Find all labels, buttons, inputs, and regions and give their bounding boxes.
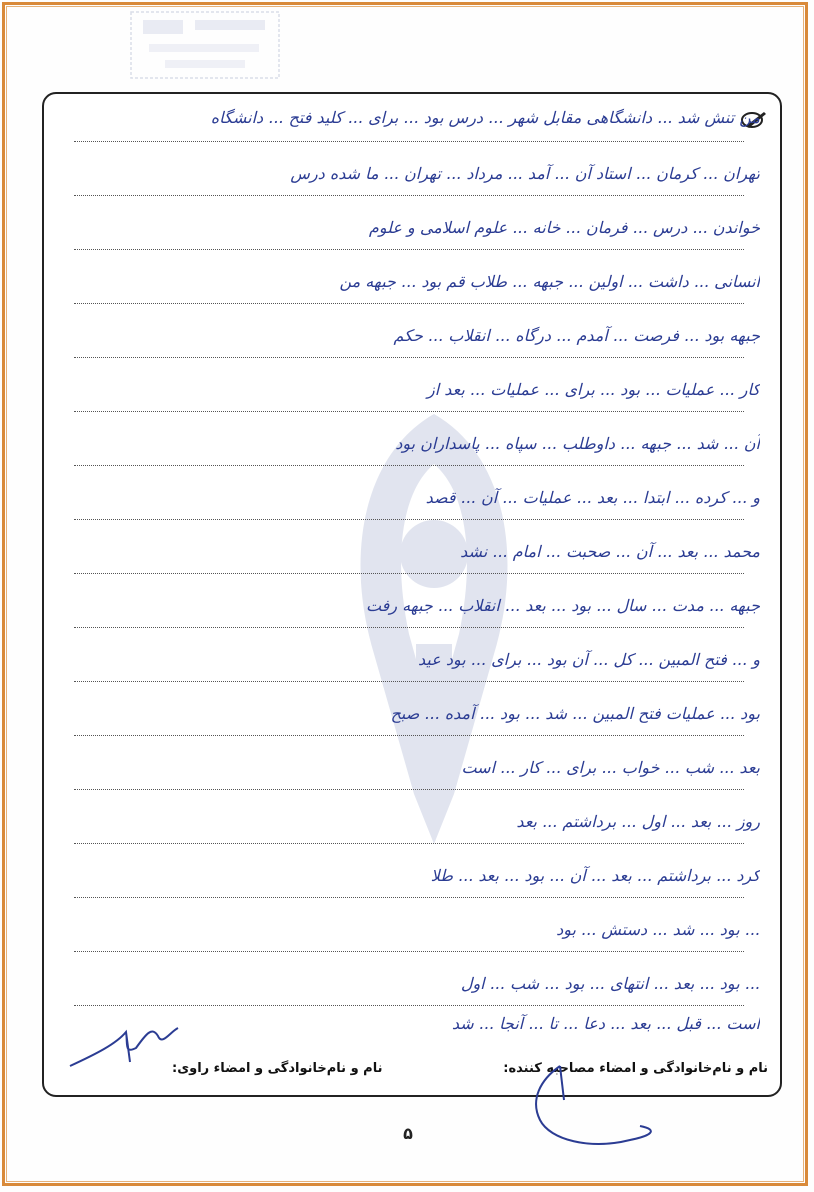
ruled-line: [74, 735, 744, 736]
handwritten-line: کار ... عملیات ... بود ... برای ... عملیات ... بعد از: [426, 380, 760, 399]
handwritten-line: انسانی ... داشت ... اولین ... جبهه ... طلاب قم بود ... جبهه من: [339, 272, 760, 291]
handwritten-line: و ... کرده ... ابتدا ... بعد ... عملیات ... آن ... قصد: [425, 488, 760, 507]
ruled-line: [74, 249, 744, 250]
ruled-line: [74, 897, 744, 898]
ruled-line: [74, 519, 744, 520]
ruled-line: [74, 627, 744, 628]
handwritten-line: جبهه بود ... فرصت ... آمدم ... درگاه ... انقلاب ... حکم: [393, 326, 760, 345]
handwritten-line: روز ... بعد ... اول ... برداشتم ... بعد: [516, 812, 760, 831]
interviewer-signature-label: نام و نام‌خانوادگی و امضاء مصاحبه کننده:: [503, 1061, 768, 1076]
handwritten-line: ... بود ... شد ... دستش ... بود: [556, 920, 760, 939]
page-number: ۵: [403, 1124, 413, 1143]
ruled-line: [74, 141, 744, 142]
transcript-panel: [42, 92, 782, 1097]
handwritten-line: ... بود ... بعد ... انتهای ... بود ... شب ... اول: [460, 974, 760, 993]
handwritten-line: خواندن ... درس ... فرمان ... خانه ... علوم اسلامی و علوم: [368, 218, 760, 237]
ruled-line: [74, 681, 744, 682]
ruled-line: [74, 411, 744, 412]
svg-text:◆: ◆: [423, 798, 445, 831]
narrator-signature-label: نام و نام‌خانوادگی و امضاء راوی:: [172, 1061, 383, 1076]
stamp-mark: [125, 6, 285, 84]
ruled-line: [74, 465, 744, 466]
interviewer-signature: [520, 1060, 670, 1160]
handwritten-line: جبهه ... مدت ... سال ... بود ... بعد ... انقلاب ... جبهه رفت: [365, 596, 760, 615]
ruled-line: [74, 195, 744, 196]
ruled-line: [74, 789, 744, 790]
handwritten-line: محمد ... بعد ... آن ... صحبت ... امام ... نشد: [460, 542, 760, 561]
handwritten-line: آن ... شد ... جبهه ... داوطلب ... سپاه ... پاسداران بود: [395, 434, 760, 453]
handwritten-line: و ... فتح المبین ... کل ... آن بود ... برای ... بود عید: [418, 650, 760, 669]
ruled-line: [74, 951, 744, 952]
handwritten-line: بعد ... شب ... خواب ... برای ... کار ... است: [461, 758, 760, 777]
handwritten-line: تهران ... کرمان ... استاد آن ... آمد ... مرداد ... تهران ... ما شده درس: [290, 164, 760, 183]
handwritten-line: کرد ... برداشتم ... بعد ... آن ... بود ... بعد ... طلا: [430, 866, 760, 885]
ruled-line: [74, 303, 744, 304]
handwritten-line: است ... قبل ... بعد ... دعا ... تا ... آنجا ... شد: [451, 1014, 760, 1033]
ruled-line: [74, 357, 744, 358]
handwritten-line: بود ... عملیات فتح المبین ... شد ... بود ... آمده ... صبح: [390, 704, 760, 723]
ruled-line: [74, 1005, 744, 1006]
ruled-line: [74, 843, 744, 844]
ruled-line: [74, 573, 744, 574]
narrator-signature: [66, 1014, 206, 1084]
handwritten-line: من تنش شد ... دانشگاهی مقابل شهر ... درس بود ... برای ... کلید فتح ... دانشگاه: [210, 108, 760, 127]
